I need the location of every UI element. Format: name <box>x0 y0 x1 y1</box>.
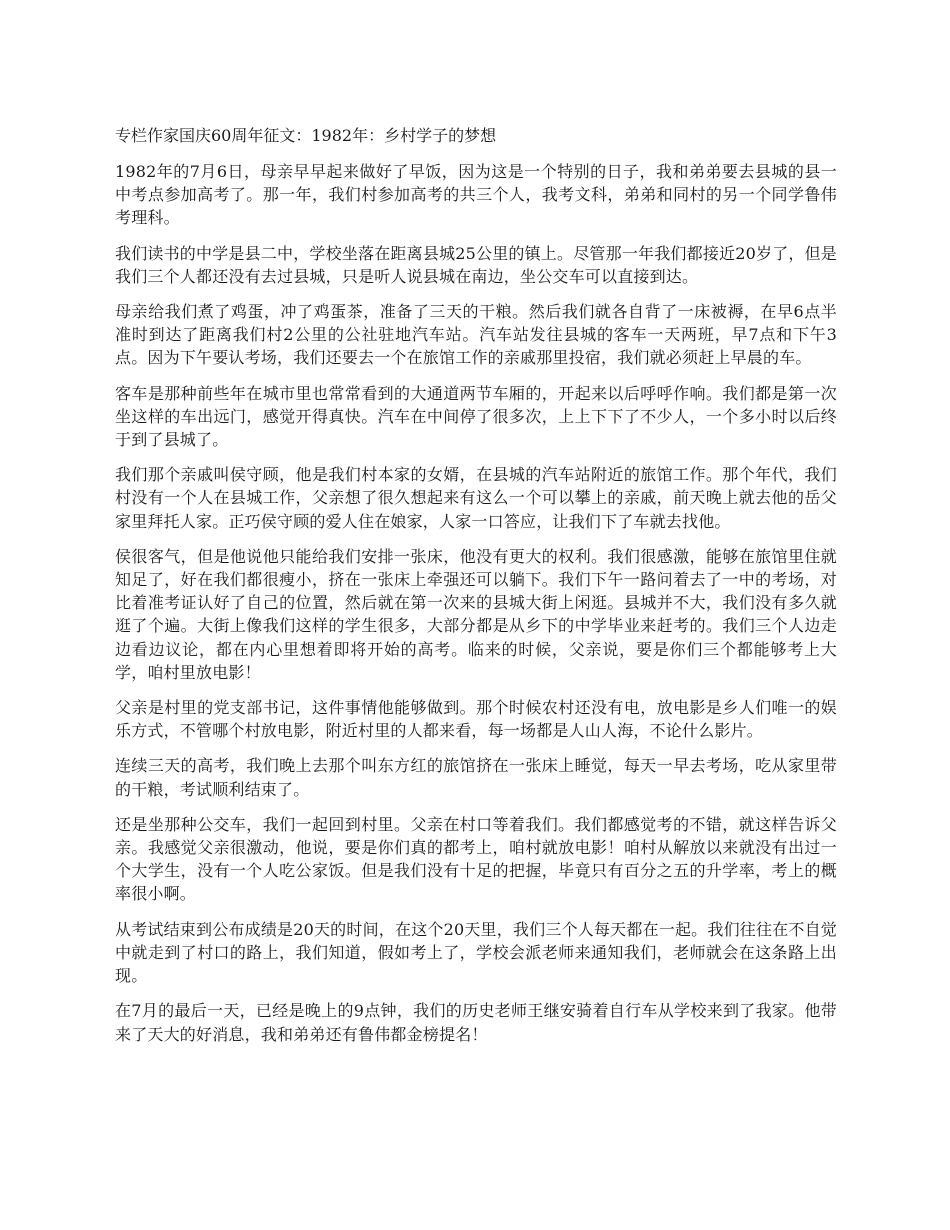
paragraph: 我们那个亲戚叫侯守顾，他是我们村本家的女婿，在县城的汽车站附近的旅馆工作。那个年代，我们村没有一个人在县城工作，父亲想了很久想起来有这么一个可以攀上的亲戚，前天晚上就去他的岳父家里拜托人家。正巧侯守顾的爱人住在娘家，人家一口答应，让我们下了车就去找他。 <box>115 465 837 531</box>
paragraph: 母亲给我们煮了鸡蛋，冲了鸡蛋茶，准备了三天的干粮。然后我们就各自背了一床被褥，在早6点半准时到达了距离我们村2公里的公社驻地汽车站。汽车站发往县城的客车一天两班，早7点和下午3点。因为下午要认考场，我们还要去一个在旅馆工作的亲戚那里投宿，我们就必须赶上早晨的车。 <box>115 302 837 368</box>
paragraph: 连续三天的高考，我们晚上去那个叫东方红的旅馆挤在一张床上睡觉，每天一早去考场，吃从家里带的干粮，考试顺利结束了。 <box>115 756 837 799</box>
paragraph: 父亲是村里的党支部书记，这件事情他能够做到。那个时候农村还没有电，放电影是乡人们唯一的娱乐方式，不管哪个村放电影，附近村里的人都来看，每一场都是人山人海，不论什么影片。 <box>115 698 837 741</box>
paragraph: 客车是那种前些年在城市里也常常看到的大通道两节车厢的，开起来以后呼呼作响。我们都是第一次坐这样的车出远门，感觉开得真快。汽车在中间停了很多次，上上下下了不少人，一个多小时以后终于到了县城了。 <box>115 383 837 450</box>
document-title: 专栏作家国庆60周年征文：1982年：乡村学子的梦想 <box>115 126 497 145</box>
paragraph: 我们读书的中学是县二中，学校坐落在距离县城25公里的镇上。尽管那一年我们都接近20岁了，但是我们三个人都还没有去过县城，只是听人说县城在南边，坐公交车可以直接到达。 <box>115 243 837 286</box>
paragraph: 1982年的7月6日，母亲早早起来做好了早饭，因为这是一个特别的日子，我和弟弟要去县城的县一中考点参加高考了。那一年，我们村参加高考的共三个人，我考文科，弟弟和同村的另一个同学鲁伟考理科。 <box>115 162 837 228</box>
paragraph: 侯很客气，但是他说他只能给我们安排一张床，他没有更大的权利。我们很感激，能够在旅馆里住就知足了，好在我们都很瘦小，挤在一张床上牵强还可以躺下。我们下午一路问着去了一中的考场，对比着准考证认好了自己的位置，然后就在第一次来的县城大街上闲逛。县城并不大，我们没有多久就逛了个遍。大街上像我们这样的学生很多，大部分都是从乡下的中学毕业来赶考的。我们三个人边走边看边议论，都在内心里想着即将开始的高考。临来的时候，父亲说，要是你们三个都能够考上大学，咱村里放电影！ <box>115 546 837 682</box>
paragraph: 还是坐那种公交车，我们一起回到村里。父亲在村口等着我们。我们都感觉考的不错，就这样告诉父亲。我感觉父亲很激动，他说，要是你们真的都考上，咱村就放电影！咱村从解放以来就没有出过一个大学生，没有一个人吃公家饭。但是我们没有十足的把握，毕竟只有百分之五的升学率，考上的概率很小啊。 <box>115 814 837 904</box>
paragraph: 在7月的最后一天，已经是晚上的9点钟，我们的历史老师王继安骑着自行车从学校来到了我家。他带来了天大的好消息，我和弟弟还有鲁伟都金榜提名！ <box>115 1001 837 1044</box>
paragraph: 从考试结束到公布成绩是20天的时间，在这个20天里，我们三个人每天都在一起。我们往往在不自觉中就走到了村口的路上，我们知道，假如考上了，学校会派老师来通知我们，老师就会在这条路上出现。 <box>115 919 837 986</box>
document-page <box>115 124 837 1058</box>
